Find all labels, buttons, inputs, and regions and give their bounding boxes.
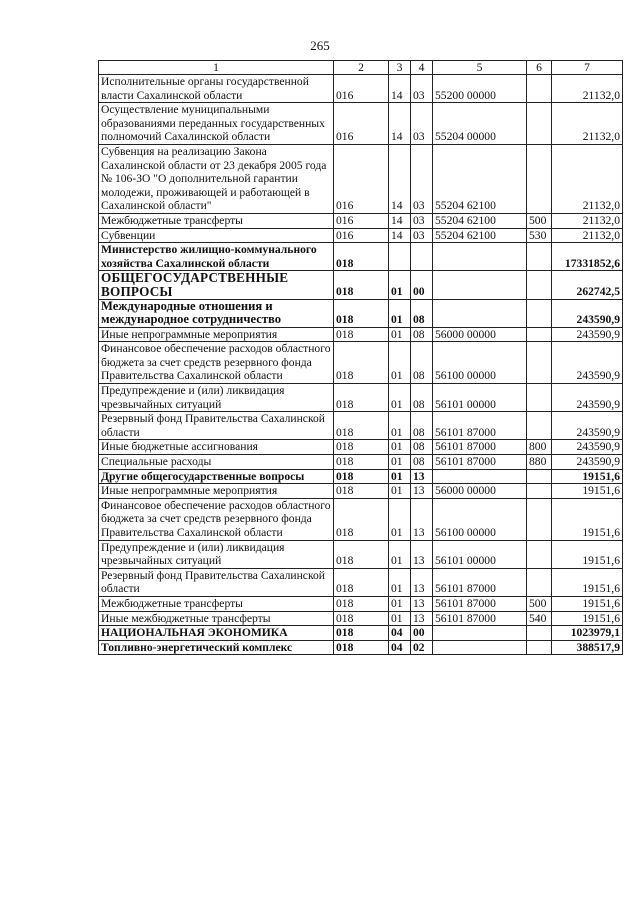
cell-c5: 56101 87000 <box>433 412 527 440</box>
row-name: Иные межбюджетные трансферты <box>99 611 334 626</box>
cell-c7: 19151,6 <box>552 568 623 596</box>
cell-c7: 1023979,1 <box>552 626 623 641</box>
cell-c3: 01 <box>389 455 411 470</box>
cell-c5: 56000 00000 <box>433 327 527 342</box>
table-row <box>99 640 623 655</box>
row-name: Другие общегосударственные вопросы <box>99 469 334 484</box>
row-name: Резервный фонд Правительства Сахалинской области <box>99 568 334 596</box>
cell-c6: 500 <box>527 596 552 611</box>
cell-c2: 018 <box>334 626 389 641</box>
cell-c6 <box>527 243 552 271</box>
row-name: Иные бюджетные ассигнования <box>99 440 334 455</box>
row-name: Исполнительные органы государственной власти Сахалинской области <box>99 75 334 103</box>
cell-c5: 56100 00000 <box>433 498 527 540</box>
cell-c3: 01 <box>389 440 411 455</box>
cell-c2: 018 <box>334 299 389 327</box>
cell-c6 <box>527 103 552 145</box>
cell-c6 <box>527 626 552 641</box>
cell-c4: 13 <box>411 484 433 499</box>
cell-c4: 13 <box>411 498 433 540</box>
cell-c3: 14 <box>389 213 411 228</box>
cell-c5: 56101 00000 <box>433 384 527 412</box>
cell-c2: 018 <box>334 540 389 568</box>
col-header-7: 7 <box>552 61 623 75</box>
table-row <box>99 243 623 271</box>
cell-c6 <box>527 498 552 540</box>
cell-c4: 13 <box>411 568 433 596</box>
row-name: Межбюджетные трансферты <box>99 596 334 611</box>
table-row <box>99 440 623 455</box>
cell-c4: 00 <box>411 271 433 299</box>
cell-c4: 03 <box>411 228 433 243</box>
cell-c4: 08 <box>411 299 433 327</box>
cell-c3: 01 <box>389 596 411 611</box>
cell-c2: 018 <box>334 596 389 611</box>
cell-c3: 01 <box>389 498 411 540</box>
table-row <box>99 75 623 103</box>
cell-c3: 14 <box>389 103 411 145</box>
cell-c3: 04 <box>389 626 411 641</box>
cell-c5 <box>433 640 527 655</box>
cell-c3: 14 <box>389 228 411 243</box>
row-name: Осуществление муниципальными образованиями переданных государственных полномочий Сахалинской области <box>99 103 334 145</box>
cell-c2: 016 <box>334 103 389 145</box>
cell-c3: 01 <box>389 469 411 484</box>
cell-c3: 01 <box>389 327 411 342</box>
cell-c7: 21132,0 <box>552 144 623 213</box>
cell-c5: 56101 87000 <box>433 568 527 596</box>
cell-c3: 01 <box>389 412 411 440</box>
cell-c5: 56101 87000 <box>433 611 527 626</box>
cell-c5 <box>433 626 527 641</box>
table-row <box>99 455 623 470</box>
table-row <box>99 384 623 412</box>
cell-c6 <box>527 540 552 568</box>
cell-c4: 08 <box>411 455 433 470</box>
cell-c5: 56101 87000 <box>433 440 527 455</box>
col-header-3: 3 <box>389 61 411 75</box>
row-name: НАЦИОНАЛЬНАЯ ЭКОНОМИКА <box>99 626 334 641</box>
row-name: Специальные расходы <box>99 455 334 470</box>
row-name: Топливно-энергетический комплекс <box>99 640 334 655</box>
cell-c4 <box>411 243 433 271</box>
cell-c3: 01 <box>389 611 411 626</box>
cell-c2: 018 <box>334 271 389 299</box>
cell-c2: 018 <box>334 342 389 384</box>
cell-c6 <box>527 469 552 484</box>
cell-c2: 018 <box>334 440 389 455</box>
row-name: Иные непрограммные мероприятия <box>99 484 334 499</box>
table-row <box>99 626 623 641</box>
cell-c3: 01 <box>389 342 411 384</box>
cell-c4: 08 <box>411 384 433 412</box>
cell-c7: 21132,0 <box>552 75 623 103</box>
cell-c6 <box>527 384 552 412</box>
cell-c5 <box>433 299 527 327</box>
cell-c4: 13 <box>411 596 433 611</box>
col-header-4: 4 <box>411 61 433 75</box>
cell-c7: 243590,9 <box>552 412 623 440</box>
cell-c3: 01 <box>389 540 411 568</box>
cell-c6: 500 <box>527 213 552 228</box>
cell-c4: 00 <box>411 626 433 641</box>
table-row <box>99 469 623 484</box>
cell-c6 <box>527 412 552 440</box>
cell-c6 <box>527 484 552 499</box>
cell-c4: 02 <box>411 640 433 655</box>
row-name: Предупреждение и (или) ликвидация чрезвычайных ситуаций <box>99 384 334 412</box>
row-name: Предупреждение и (или) ликвидация чрезвычайных ситуаций <box>99 540 334 568</box>
cell-c6 <box>527 144 552 213</box>
cell-c6: 800 <box>527 440 552 455</box>
cell-c2: 016 <box>334 144 389 213</box>
cell-c7: 21132,0 <box>552 103 623 145</box>
table-row <box>99 498 623 540</box>
cell-c2: 018 <box>334 243 389 271</box>
cell-c2: 018 <box>334 498 389 540</box>
row-name: Финансовое обеспечение расходов областного бюджета за счет средств резервного фонда Правительства Сахалинской области <box>99 342 334 384</box>
row-name: Иные непрограммные мероприятия <box>99 327 334 342</box>
cell-c7: 243590,9 <box>552 299 623 327</box>
cell-c6 <box>527 327 552 342</box>
cell-c6: 880 <box>527 455 552 470</box>
cell-c7: 243590,9 <box>552 455 623 470</box>
cell-c6 <box>527 342 552 384</box>
cell-c4: 03 <box>411 213 433 228</box>
cell-c7: 19151,6 <box>552 498 623 540</box>
cell-c7: 19151,6 <box>552 469 623 484</box>
header-row <box>99 61 623 75</box>
cell-c4: 03 <box>411 75 433 103</box>
cell-c5: 55204 62100 <box>433 228 527 243</box>
row-name: ОБЩЕГОСУДАРСТВЕННЫЕ ВОПРОСЫ <box>99 271 334 299</box>
table-row <box>99 342 623 384</box>
cell-c5: 56000 00000 <box>433 484 527 499</box>
table-row <box>99 228 623 243</box>
cell-c7: 21132,0 <box>552 213 623 228</box>
cell-c7: 19151,6 <box>552 596 623 611</box>
cell-c3: 01 <box>389 484 411 499</box>
cell-c5: 56100 00000 <box>433 342 527 384</box>
budget-table <box>98 60 623 655</box>
cell-c7: 243590,9 <box>552 440 623 455</box>
cell-c7: 243590,9 <box>552 342 623 384</box>
cell-c4: 13 <box>411 540 433 568</box>
cell-c3: 14 <box>389 75 411 103</box>
table-row <box>99 540 623 568</box>
table-row <box>99 611 623 626</box>
cell-c2: 018 <box>334 455 389 470</box>
cell-c7: 17331852,6 <box>552 243 623 271</box>
cell-c6: 530 <box>527 228 552 243</box>
cell-c3: 14 <box>389 144 411 213</box>
cell-c5 <box>433 243 527 271</box>
cell-c3: 01 <box>389 568 411 596</box>
cell-c5: 56101 87000 <box>433 596 527 611</box>
cell-c4: 08 <box>411 412 433 440</box>
row-name: Субвенция на реализацию Закона Сахалинской области от 23 декабря 2005 года № 106-ЗО "О дополнительной гарантии молодежи, проживающей и работающей в Сахалинской области" <box>99 144 334 213</box>
cell-c4: 08 <box>411 440 433 455</box>
cell-c2: 018 <box>334 640 389 655</box>
cell-c7: 19151,6 <box>552 611 623 626</box>
cell-c2: 018 <box>334 469 389 484</box>
cell-c7: 388517,9 <box>552 640 623 655</box>
table-row <box>99 103 623 145</box>
col-header-5: 5 <box>433 61 527 75</box>
cell-c4: 03 <box>411 144 433 213</box>
cell-c2: 018 <box>334 568 389 596</box>
table-row <box>99 271 623 299</box>
cell-c5: 55204 62100 <box>433 213 527 228</box>
cell-c2: 018 <box>334 384 389 412</box>
table-row <box>99 144 623 213</box>
cell-c7: 21132,0 <box>552 228 623 243</box>
cell-c3: 04 <box>389 640 411 655</box>
cell-c5: 55204 62100 <box>433 144 527 213</box>
table-row <box>99 484 623 499</box>
cell-c5 <box>433 469 527 484</box>
cell-c3: 01 <box>389 271 411 299</box>
cell-c5: 55200 00000 <box>433 75 527 103</box>
cell-c7: 19151,6 <box>552 484 623 499</box>
cell-c3: 01 <box>389 299 411 327</box>
row-name: Финансовое обеспечение расходов областного бюджета за счет средств резервного фонда Правительства Сахалинской области <box>99 498 334 540</box>
col-header-1: 1 <box>99 61 334 75</box>
cell-c7: 243590,9 <box>552 327 623 342</box>
row-name: Субвенции <box>99 228 334 243</box>
cell-c6 <box>527 75 552 103</box>
cell-c5: 55204 00000 <box>433 103 527 145</box>
cell-c4: 08 <box>411 327 433 342</box>
table-row <box>99 412 623 440</box>
table-row <box>99 596 623 611</box>
cell-c3: 01 <box>389 384 411 412</box>
cell-c6 <box>527 568 552 596</box>
col-header-2: 2 <box>334 61 389 75</box>
cell-c6 <box>527 271 552 299</box>
cell-c6 <box>527 640 552 655</box>
cell-c5: 56101 00000 <box>433 540 527 568</box>
cell-c5 <box>433 271 527 299</box>
cell-c6: 540 <box>527 611 552 626</box>
cell-c2: 016 <box>334 213 389 228</box>
cell-c2: 018 <box>334 484 389 499</box>
cell-c5: 56101 87000 <box>433 455 527 470</box>
page-number: 265 <box>310 38 330 53</box>
table-row <box>99 568 623 596</box>
row-name: Межбюджетные трансферты <box>99 213 334 228</box>
cell-c7: 19151,6 <box>552 540 623 568</box>
table-row <box>99 213 623 228</box>
row-name: Министерство жилищно-коммунального хозяйства Сахалинской области <box>99 243 334 271</box>
table-row <box>99 327 623 342</box>
cell-c4: 03 <box>411 103 433 145</box>
cell-c4: 13 <box>411 469 433 484</box>
cell-c4: 08 <box>411 342 433 384</box>
cell-c2: 016 <box>334 75 389 103</box>
cell-c3 <box>389 243 411 271</box>
col-header-6: 6 <box>527 61 552 75</box>
cell-c2: 018 <box>334 412 389 440</box>
row-name: Резервный фонд Правительства Сахалинской области <box>99 412 334 440</box>
cell-c2: 018 <box>334 611 389 626</box>
cell-c2: 016 <box>334 228 389 243</box>
cell-c7: 262742,5 <box>552 271 623 299</box>
table-row <box>99 299 623 327</box>
cell-c7: 243590,9 <box>552 384 623 412</box>
row-name: Международные отношения и международное сотрудничество <box>99 299 334 327</box>
cell-c2: 018 <box>334 327 389 342</box>
cell-c6 <box>527 299 552 327</box>
cell-c4: 13 <box>411 611 433 626</box>
